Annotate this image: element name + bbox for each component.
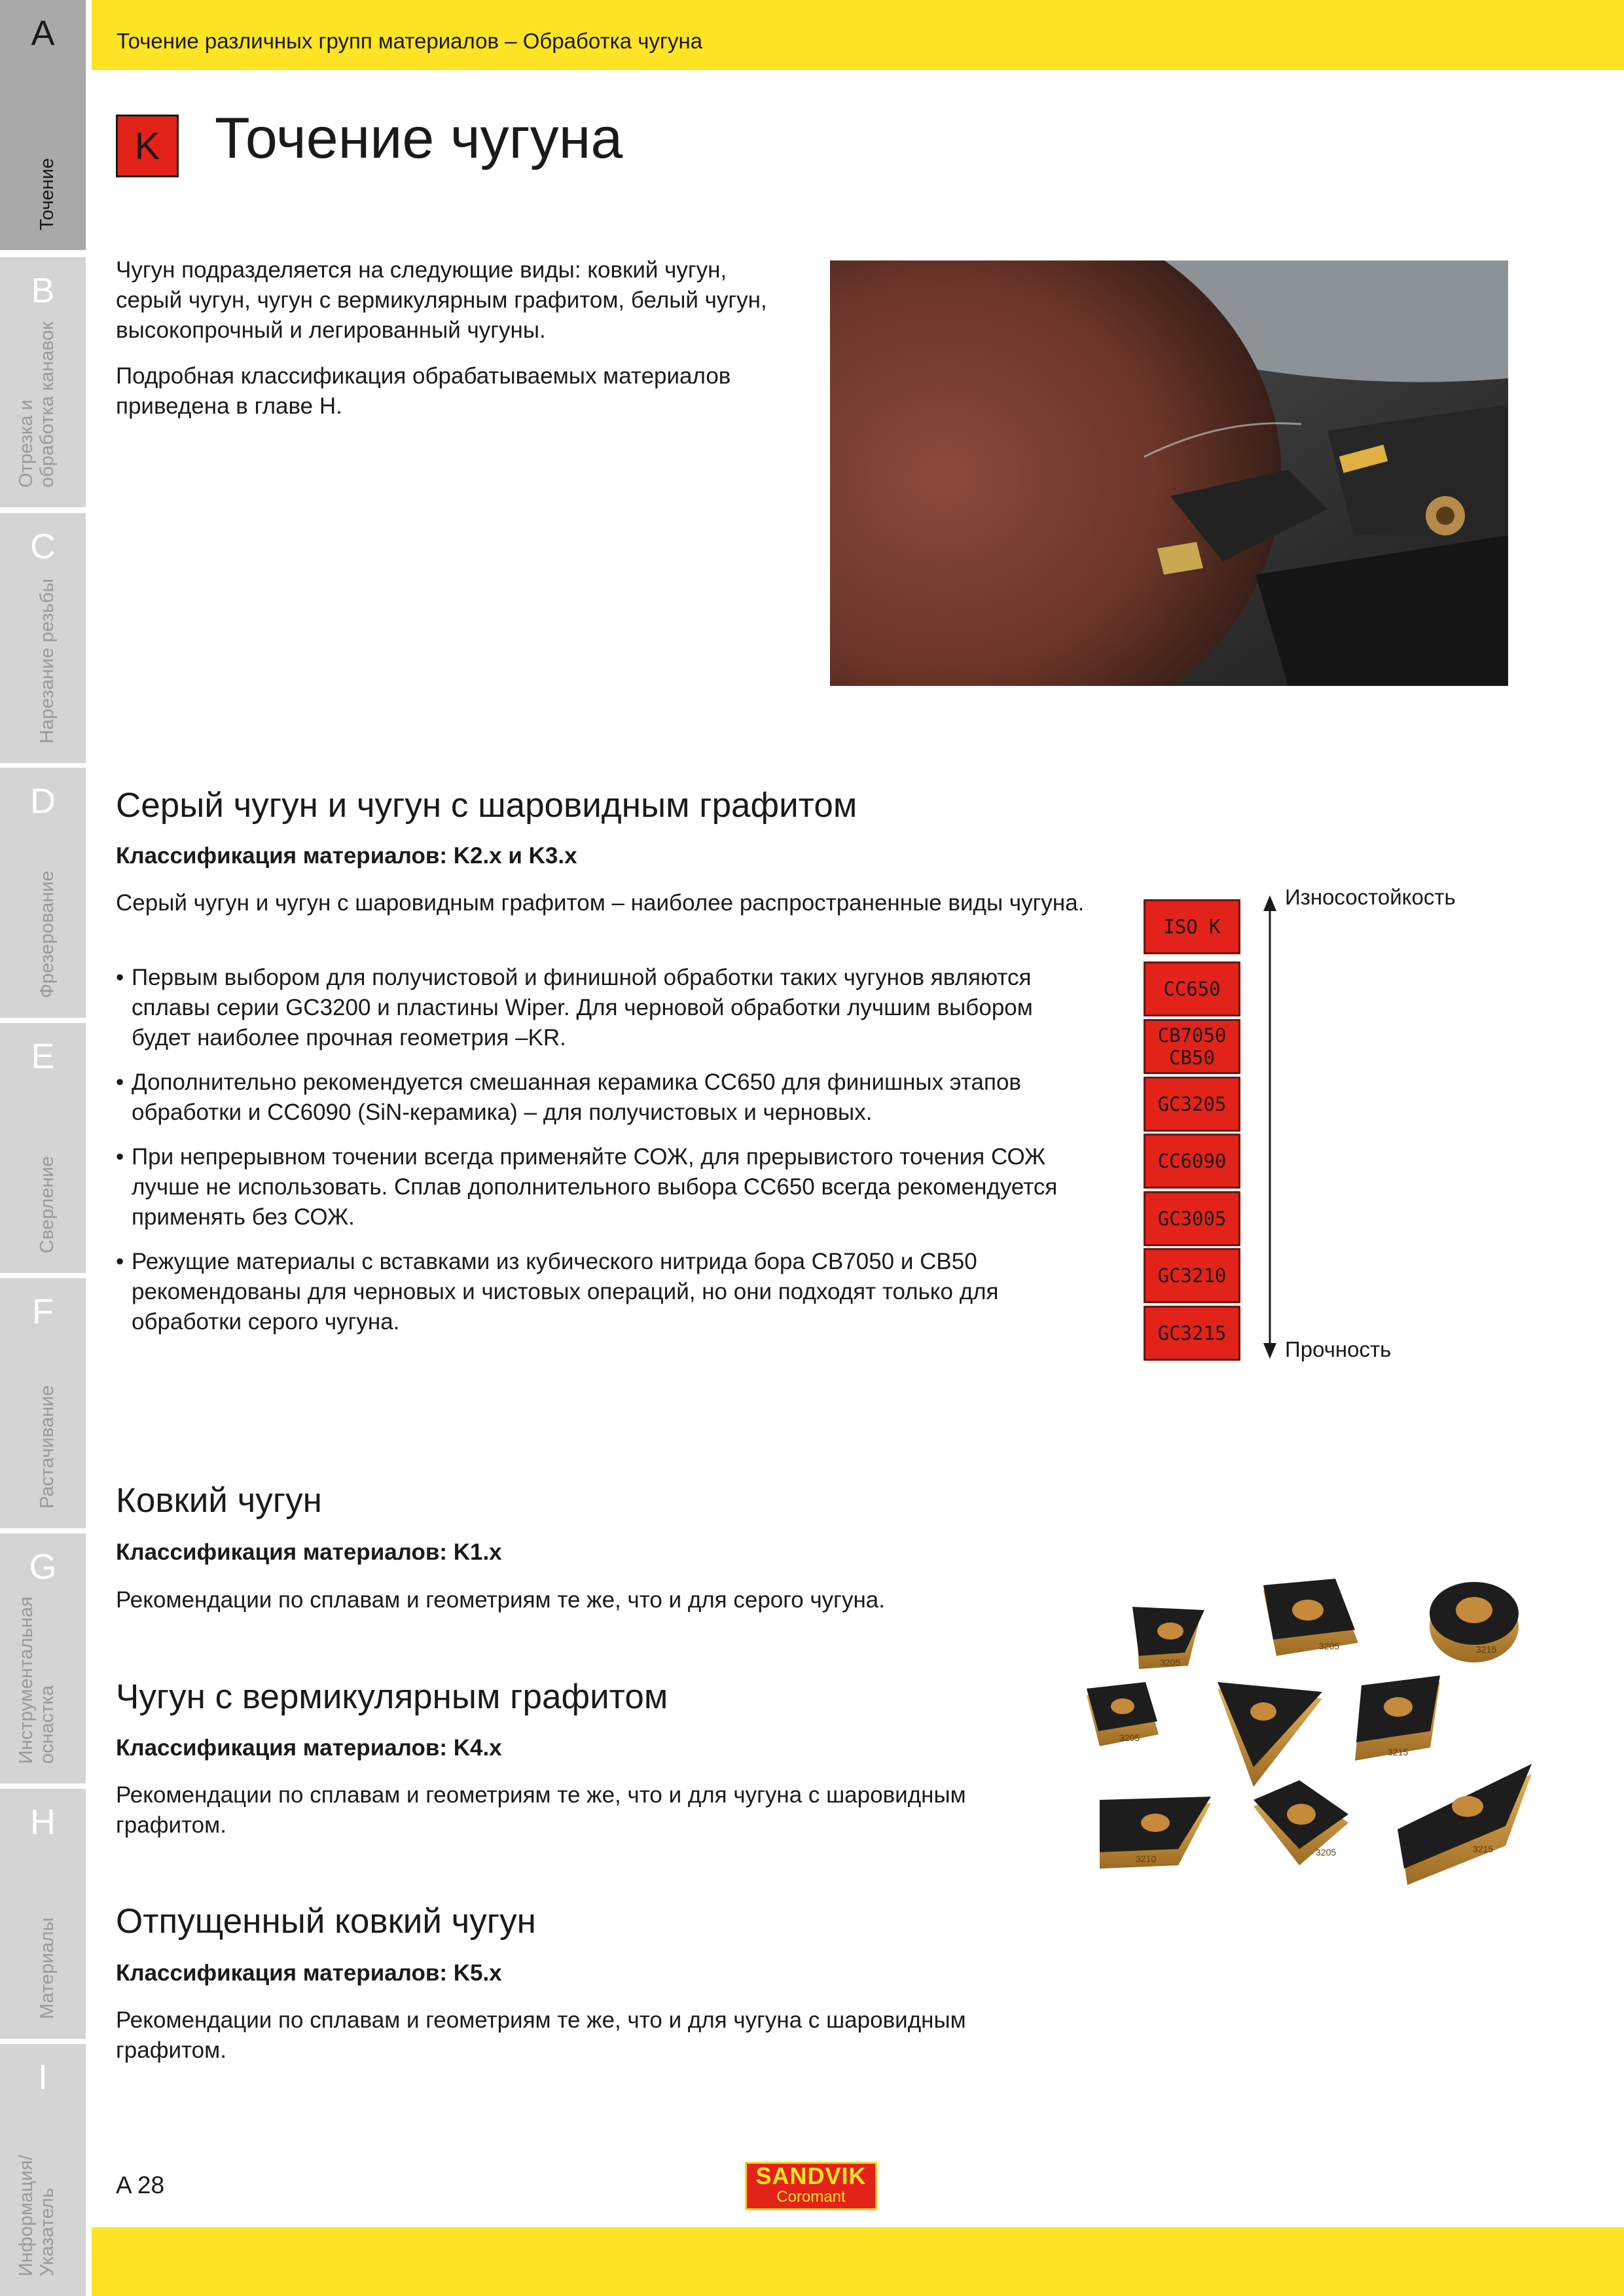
page-number: A 28 [116, 2172, 165, 2198]
side-tab-label: Точение [36, 158, 58, 230]
insert-icon [1398, 1764, 1532, 1885]
classification-label: Классификация материалов: K1.x [116, 1539, 502, 1565]
section-text: Рекомендации по сплавам и геометриям те же, что и для чугуна с шаровидным графитом. [116, 1782, 966, 1838]
intro-paragraph: Чугун подразделяется на следующие виды: ковкий чугун, серый чугун, чугун с вермикулярным графитом, белый чугун, высокопрочный и легированный чугуны. [116, 257, 767, 343]
side-tab-label: Инструментальная оснастка [15, 1596, 58, 1764]
grade-box: GC3210 [1144, 1248, 1240, 1303]
side-tab-d[interactable] [0, 768, 86, 1018]
wear-resistance-label: Износостойкость [1285, 885, 1456, 909]
classification-label: Классификация материалов: K4.x [116, 1735, 502, 1761]
side-tab-h[interactable] [0, 1789, 86, 2039]
insert-label: 3205 [1319, 1641, 1340, 1651]
logo-line-1: SANDVIK [755, 2162, 867, 2189]
section-lead: Серый чугун и чугун с шаровидным графитом – наиболее распространенные виды чугуна. [116, 890, 1085, 916]
grade-box: ISO K [1144, 899, 1240, 954]
side-tab-label: Информация/ Указатель [15, 2155, 58, 2276]
insert-icon [1100, 1797, 1211, 1869]
insert-icon [1254, 1780, 1348, 1865]
side-tab-letter: I [37, 2058, 48, 2097]
recommendation-list [116, 963, 1078, 1352]
side-tab-label: Растачивание [36, 1385, 58, 1509]
side-tab-letter: G [29, 1547, 57, 1587]
section-heading: Серый чугун и чугун с шаровидным графитом [116, 786, 857, 825]
turning-photo [830, 260, 1508, 686]
grade-box: GC3005 [1144, 1191, 1240, 1246]
side-tab-letter: A [31, 14, 55, 53]
list-item: • Первым выбором для получистовой и финишной обработки таких чугунов являются сплавы серии GC3200 и пластины Wiper. Для черновой обработки лучшим выбором будет наиболее прочная геометрия –KR. [116, 963, 1078, 1053]
grade-box: GC3215 [1144, 1306, 1240, 1361]
side-tab-a[interactable] [0, 0, 86, 250]
side-tab-label: Сверление [36, 1156, 58, 1253]
grade-box: CB7050 CB50 [1144, 1019, 1240, 1074]
insert-icon [1218, 1682, 1322, 1787]
section-text: Рекомендации по сплавам и геометриям те же, что и для серого чугуна. [116, 1587, 885, 1613]
insert-label: 3205 [1160, 1657, 1181, 1668]
section-text: Рекомендации по сплавам и геометриям те же, что и для чугуна с шаровидным графитом. [116, 2007, 966, 2063]
side-tab-e[interactable] [0, 1023, 86, 1273]
insert-icon [1355, 1676, 1440, 1761]
side-tab-letter: F [32, 1292, 54, 1331]
turning-illustration [830, 260, 1508, 686]
side-tab-letter: C [30, 527, 56, 566]
list-item: • Режущие материалы с вставками из кубического нитрида бора CB7050 и CB50 рекомендованы для черновых и чистовых операций, но они подходят только для обработки серого чугуна. [116, 1247, 1078, 1337]
side-tab-letter: D [30, 781, 56, 821]
insert-label: 3205 [1119, 1732, 1140, 1743]
grade-box: CC650 [1144, 961, 1240, 1016]
insert-label: 3210 [1136, 1854, 1157, 1864]
list-item: • Дополнительно рекомендуется смешанная керамика CC650 для финишных этапов обработки и CC6090 (SiN-керамика) – для получистовых и черновых. [116, 1067, 1078, 1128]
side-tab-label: Нарезание резьбы [36, 579, 58, 744]
section-heading: Ковкий чугун [116, 1481, 322, 1520]
insert-label: 3205 [1316, 1847, 1337, 1857]
sandvik-coromant-logo [745, 2162, 877, 2210]
toughness-label: Прочность [1285, 1337, 1392, 1361]
side-tab-label: Фрезерование [36, 870, 58, 998]
side-tab-letter: H [30, 1803, 56, 1842]
side-tab-i[interactable] [0, 2044, 86, 2296]
classification-label: Классификация материалов: K5.x [116, 1960, 502, 1986]
side-tab-f[interactable] [0, 1278, 86, 1528]
classification-label: Классификация материалов: K2.x и K3.x [116, 843, 577, 869]
insert-icon [1132, 1607, 1204, 1669]
side-tab-g[interactable] [0, 1534, 86, 1784]
side-tab-b[interactable] [0, 257, 86, 507]
breadcrumb: Точение различных групп материалов – Обработка чугуна [117, 29, 703, 53]
grade-box: GC3205 [1144, 1077, 1240, 1132]
header-bar [92, 0, 1624, 70]
side-tab-letter: B [31, 271, 55, 310]
scale-arrow [1257, 891, 1283, 1363]
footer-bar [92, 2227, 1624, 2296]
insert-icon [1087, 1682, 1159, 1746]
section-heading: Отпущенный ковкий чугун [116, 1902, 536, 1941]
insert-label: 3215 [1473, 1844, 1494, 1854]
intro-paragraph: Подробная классификация обрабатываемых материалов приведена в главе H. [116, 363, 731, 419]
section-heading: Чугун с вермикулярным графитом [116, 1677, 668, 1716]
inserts-photo [1074, 1571, 1545, 1898]
insert-label: 3215 [1388, 1747, 1409, 1757]
grade-box: CC6090 [1144, 1134, 1240, 1189]
material-group-badge: K [116, 115, 179, 177]
side-tab-c[interactable] [0, 513, 86, 763]
side-tab-label: Отрезка и обработка канавок [15, 321, 58, 488]
side-tab-letter: E [31, 1037, 55, 1076]
list-item: • При непрерывном точении всегда применяйте СОЖ, для прерывистого точения СОЖ лучше не использовать. Сплав дополнительного выбора CC650 всегда рекомендуется применять без СОЖ. [116, 1142, 1078, 1232]
page-title: Точение чугуна [215, 105, 623, 170]
insert-label: 3215 [1476, 1644, 1497, 1655]
side-tab-navigation [0, 0, 86, 2296]
side-tab-label: Материалы [36, 1917, 58, 2019]
logo-line-2: Coromant [776, 2188, 846, 2206]
insert-icon [1430, 1582, 1519, 1662]
insert-icon [1263, 1579, 1358, 1656]
